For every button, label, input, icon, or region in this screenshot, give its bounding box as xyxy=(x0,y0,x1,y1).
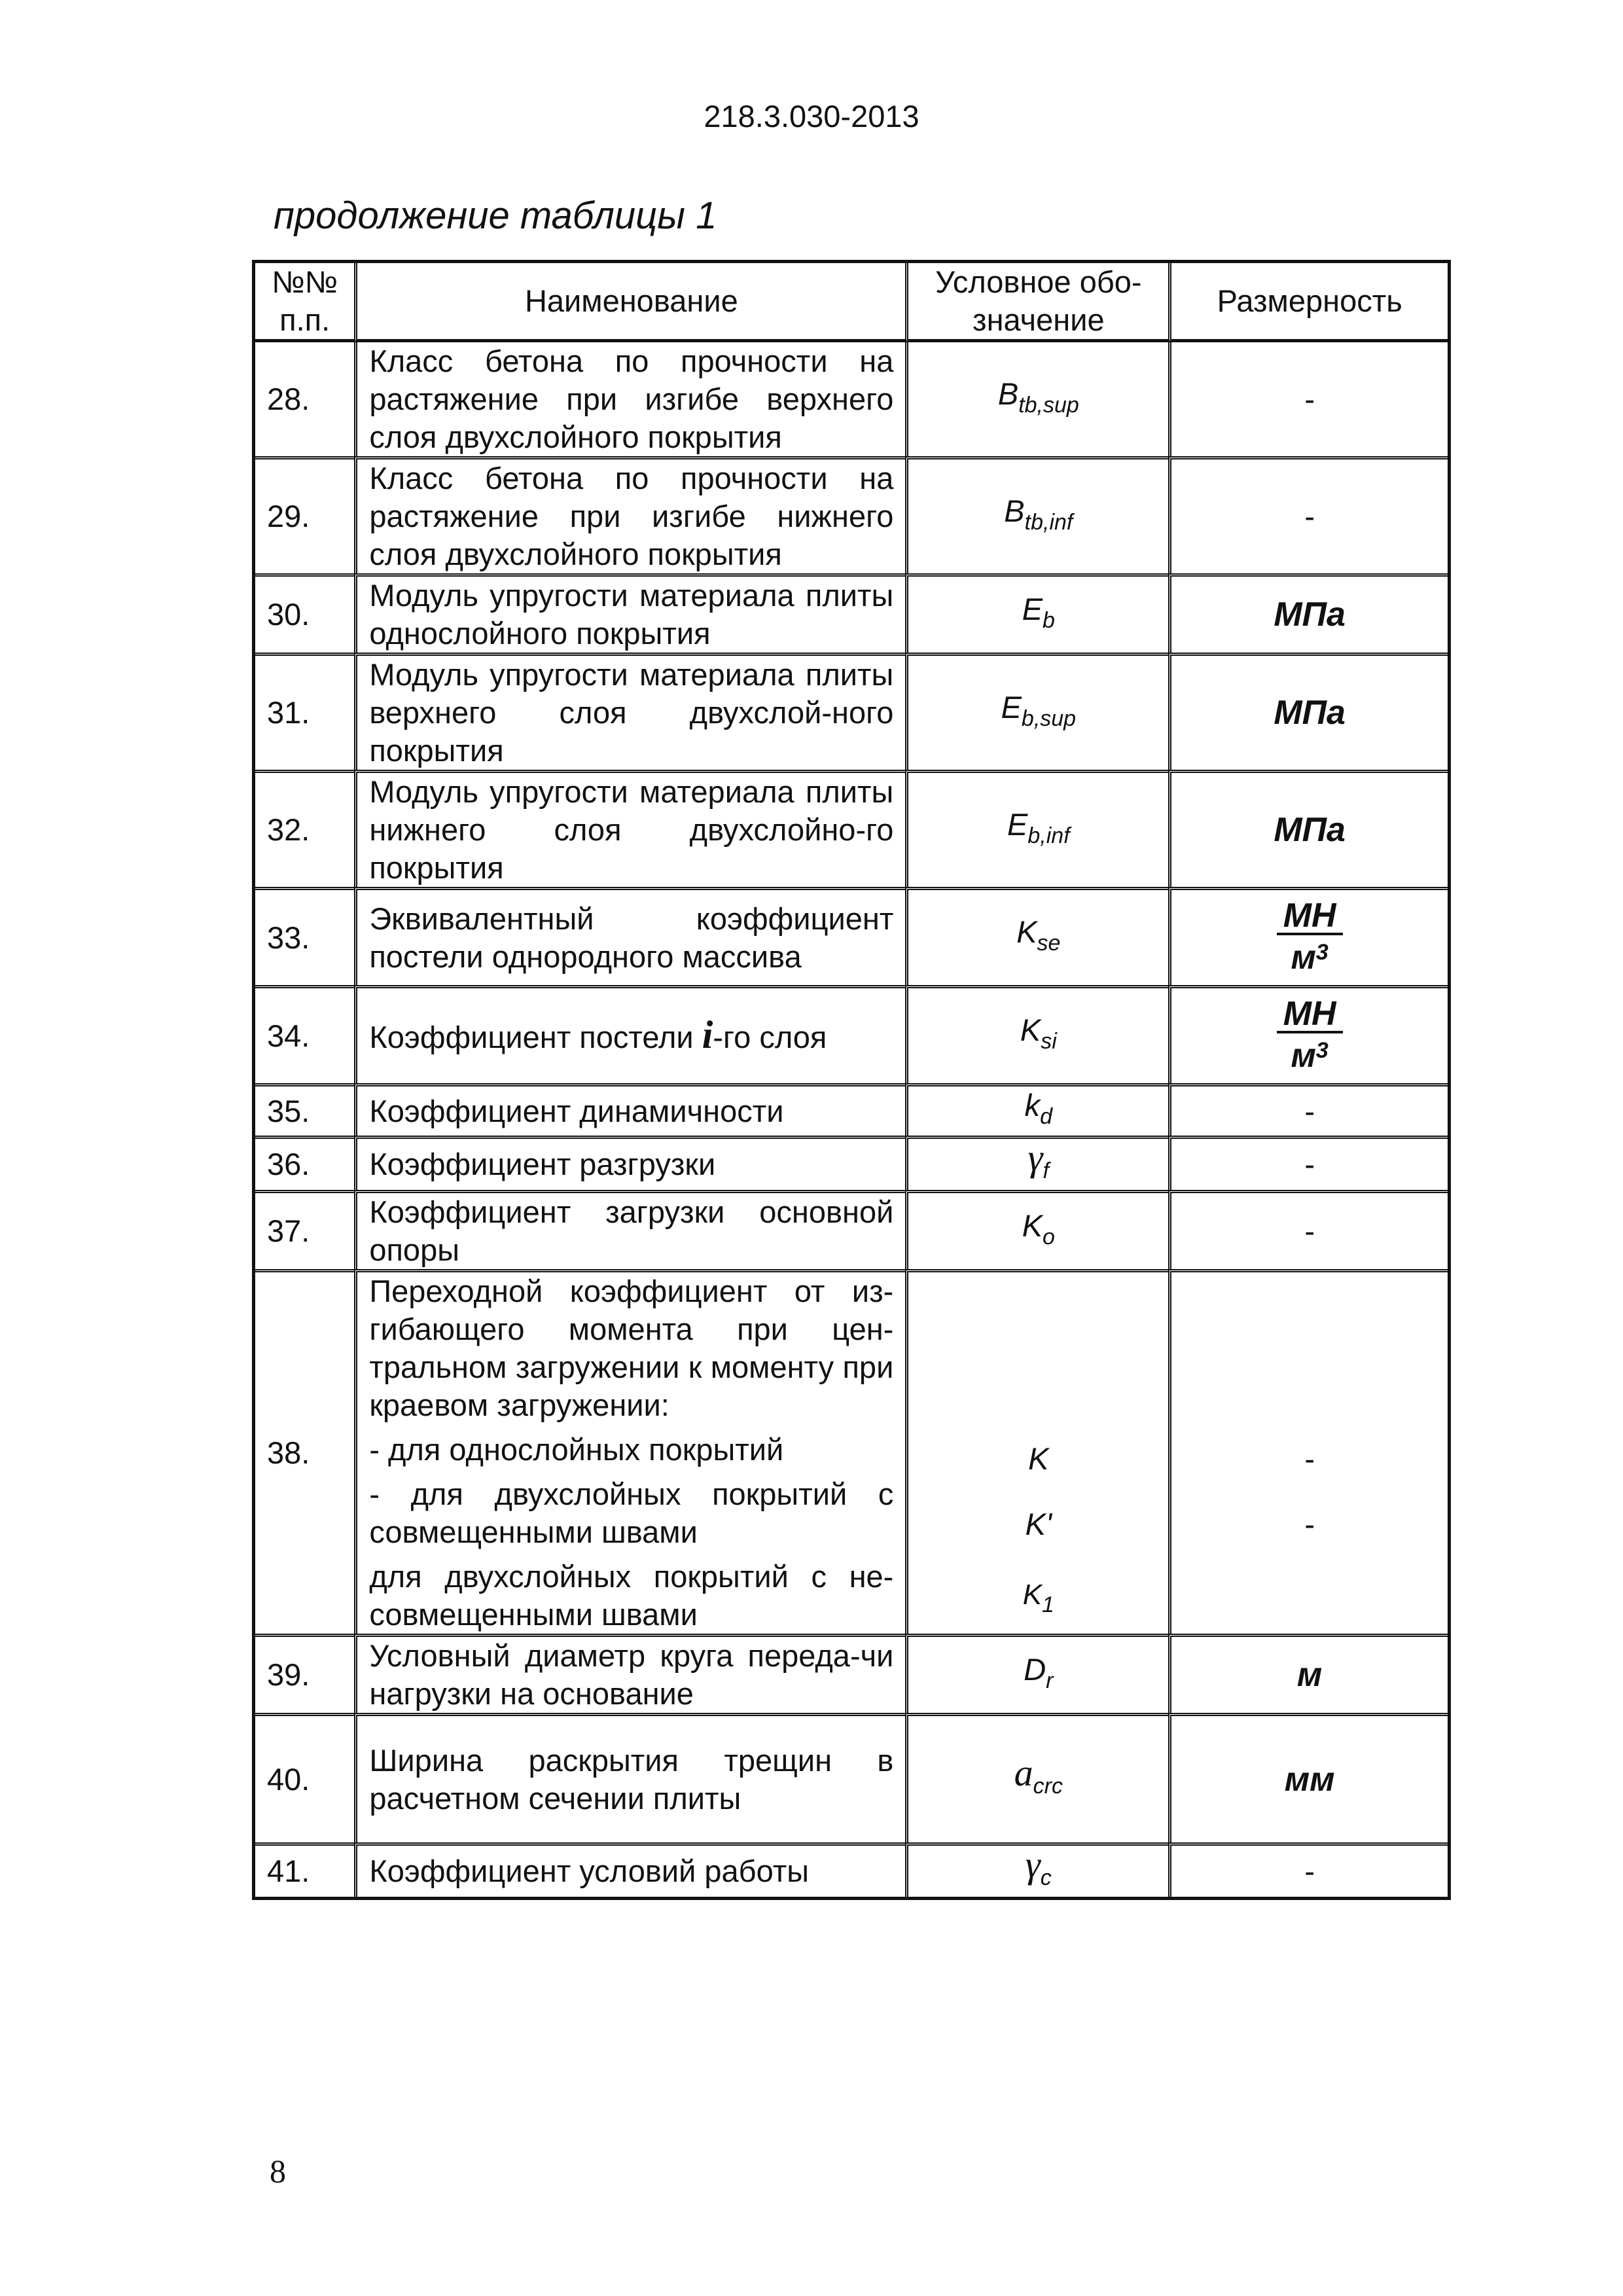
symbol-base: a xyxy=(1014,1751,1033,1794)
row-symbol xyxy=(905,1190,1168,1269)
row-dimension: - xyxy=(1168,342,1448,456)
table-row xyxy=(255,887,1448,985)
row-symbol xyxy=(905,887,1168,985)
row-symbol xyxy=(905,1842,1168,1897)
symbol-base: γ xyxy=(1027,1136,1043,1179)
row-symbol xyxy=(905,653,1168,770)
row-number: 31. xyxy=(255,653,354,770)
table-row xyxy=(255,573,1448,653)
dimension-fraction xyxy=(1277,899,1343,975)
row-name-option-double-layer-aligned: - для двухслойных покрытий с совмещенными швами xyxy=(369,1477,894,1549)
row-symbol xyxy=(905,985,1168,1083)
row-symbol xyxy=(905,770,1168,887)
fraction-numerator: МН xyxy=(1277,997,1343,1033)
symbol-base: E xyxy=(1022,591,1043,626)
dimension-fraction xyxy=(1277,997,1343,1073)
symbol-base: D xyxy=(1024,1651,1046,1687)
symbol-subscript: b,sup xyxy=(1021,706,1077,731)
row-name: Коэффициент разгрузки xyxy=(354,1136,905,1190)
symbol-base: K xyxy=(1020,1013,1041,1047)
column-header-number: №№ п.п. xyxy=(255,263,354,342)
row-number: 38. xyxy=(255,1269,354,1634)
symbol-k: K xyxy=(1028,1441,1049,1476)
symbol-subscript: r xyxy=(1046,1668,1054,1693)
symbol-base: γ xyxy=(1025,1843,1041,1886)
row-number: 32. xyxy=(255,770,354,887)
row-dimension: м xyxy=(1168,1634,1448,1713)
row-symbol xyxy=(905,342,1168,456)
row-name-intro: Переходной коэффициент от из-гибающего момента при цен-тральном загружении к моменту при краевом загружении: xyxy=(369,1274,894,1422)
row-dimension: - xyxy=(1168,1842,1448,1897)
row-number: 40. xyxy=(255,1713,354,1842)
row-number: 35. xyxy=(255,1083,354,1136)
row-symbol xyxy=(905,1634,1168,1713)
symbol-subscript: se xyxy=(1037,931,1061,956)
symbol-base: K xyxy=(1022,1579,1043,1611)
fraction-denominator xyxy=(1277,1033,1343,1073)
document-code: 218.3.030-2013 xyxy=(704,99,919,134)
symbol-subscript: c xyxy=(1040,1865,1052,1890)
table-row xyxy=(255,1136,1448,1190)
fraction-denominator-unit: м xyxy=(1291,939,1316,977)
symbol-base: E xyxy=(1007,806,1028,842)
row-symbol xyxy=(905,573,1168,653)
row-number: 29. xyxy=(255,456,354,573)
row-symbol xyxy=(905,1083,1168,1136)
row-dimension: - xyxy=(1168,1136,1448,1190)
row-number: 30. xyxy=(255,573,354,653)
row-name: Коэффициент динамичности xyxy=(354,1083,905,1136)
table-row xyxy=(255,456,1448,573)
column-header-name: Наименование xyxy=(354,263,905,342)
symbol-subscript: tb,sup xyxy=(1018,392,1079,418)
symbol-base: B xyxy=(1004,493,1025,528)
table-caption: продолжение таблицы 1 xyxy=(274,194,717,237)
row-symbol xyxy=(905,456,1168,573)
row-name: Модуль упругости материала плиты однослойного покрытия xyxy=(354,573,905,653)
symbol-k1 xyxy=(920,1576,1156,1617)
row-dimension: МПа xyxy=(1168,653,1448,770)
row-name-text: Коэффициент постели xyxy=(369,1019,694,1054)
index-i-glyph: i xyxy=(702,1013,713,1056)
row-name: Ширина раскрытия трещин в расчетном сечении плиты xyxy=(354,1713,905,1842)
row-dimension: - xyxy=(1168,1083,1448,1136)
symbol-subscript: f xyxy=(1043,1158,1049,1183)
row-dimension xyxy=(1168,985,1448,1083)
column-header-dimension: Размерность xyxy=(1168,263,1448,342)
table-row xyxy=(255,1713,1448,1842)
row-symbol xyxy=(905,1269,1168,1634)
row-name: Класс бетона по прочности на растяжение при изгибе нижнего слоя двухслойного покрытия xyxy=(354,456,905,573)
row-dimension xyxy=(1168,887,1448,985)
row-name: Условный диаметр круга переда-чи нагрузки на основание xyxy=(354,1634,905,1713)
row-number: 39. xyxy=(255,1634,354,1713)
symbol-subscript: si xyxy=(1041,1029,1057,1054)
row-name: Коэффициент загрузки основной опоры xyxy=(354,1190,905,1269)
row-name: Модуль упругости материала плиты верхнего слоя двухслой-ного покрытия xyxy=(354,653,905,770)
table-row xyxy=(255,1634,1448,1713)
table-row xyxy=(255,985,1448,1083)
row-dimension: - xyxy=(1168,1190,1448,1269)
row-dimension: МПа xyxy=(1168,770,1448,887)
symbol-base: K xyxy=(1022,1208,1043,1243)
symbol-base: E xyxy=(1001,689,1022,725)
fraction-numerator: МН xyxy=(1277,899,1343,935)
row-name: Коэффициент условий работы xyxy=(354,1842,905,1897)
row-dimension: мм xyxy=(1168,1713,1448,1842)
row-number: 33. xyxy=(255,887,354,985)
row-name xyxy=(354,1269,905,1634)
row-name-suffix: -го слоя xyxy=(713,1019,827,1054)
symbol-base: B xyxy=(997,376,1019,411)
table-header-row xyxy=(255,263,1448,342)
table-row xyxy=(255,1269,1448,1634)
table-row xyxy=(255,1842,1448,1897)
row-dimension: МПа xyxy=(1168,573,1448,653)
row-name xyxy=(354,985,905,1083)
symbol-subscript: 1 xyxy=(1042,1592,1054,1617)
dimension-k: - xyxy=(1304,1441,1315,1476)
dimension-k-prime: - xyxy=(1304,1507,1315,1541)
table-row xyxy=(255,770,1448,887)
row-dimension xyxy=(1168,1269,1448,1634)
symbol-subscript: tb,inf xyxy=(1024,509,1073,535)
row-name: Класс бетона по прочности на растяжение при изгибе верхнего слоя двухслойного покрытия xyxy=(354,342,905,456)
symbol-subscript: crc xyxy=(1033,1773,1063,1799)
table-row xyxy=(255,342,1448,456)
row-name: Модуль упругости материала плиты нижнего слоя двухслойно-го покрытия xyxy=(354,770,905,887)
table-row xyxy=(255,1190,1448,1269)
row-symbol xyxy=(905,1136,1168,1190)
row-number: 37. xyxy=(255,1190,354,1269)
fraction-denominator-unit: м xyxy=(1291,1037,1316,1075)
row-symbol xyxy=(905,1713,1168,1842)
row-number: 34. xyxy=(255,985,354,1083)
symbol-subscript: d xyxy=(1040,1104,1053,1129)
fraction-exponent: 3 xyxy=(1315,1038,1329,1063)
column-header-symbol: Условное обо-значение xyxy=(905,263,1168,342)
row-name-option-single-layer: - для однослойных покрытий xyxy=(369,1432,784,1467)
table-row xyxy=(255,1083,1448,1136)
row-number: 41. xyxy=(255,1842,354,1897)
row-number: 36. xyxy=(255,1136,354,1190)
fraction-exponent: 3 xyxy=(1315,940,1329,965)
page-number: 8 xyxy=(270,2153,286,2189)
row-name: Эквивалентный коэффициент постели однородного массива xyxy=(354,887,905,985)
symbol-base: K xyxy=(1016,914,1037,949)
row-dimension: - xyxy=(1168,456,1448,573)
symbol-subscript: o xyxy=(1043,1224,1055,1249)
symbol-base: k xyxy=(1024,1088,1041,1122)
symbol-subscript: b,inf xyxy=(1027,823,1070,848)
symbol-k-prime: K' xyxy=(1025,1507,1052,1541)
fraction-denominator xyxy=(1277,935,1343,975)
symbols-table xyxy=(252,260,1451,1900)
row-name-option-double-layer-offset: для двухслойных покрытий с не-совмещенными швами xyxy=(369,1559,894,1632)
table-row xyxy=(255,653,1448,770)
row-number: 28. xyxy=(267,382,310,416)
symbol-subscript: b xyxy=(1043,607,1055,633)
